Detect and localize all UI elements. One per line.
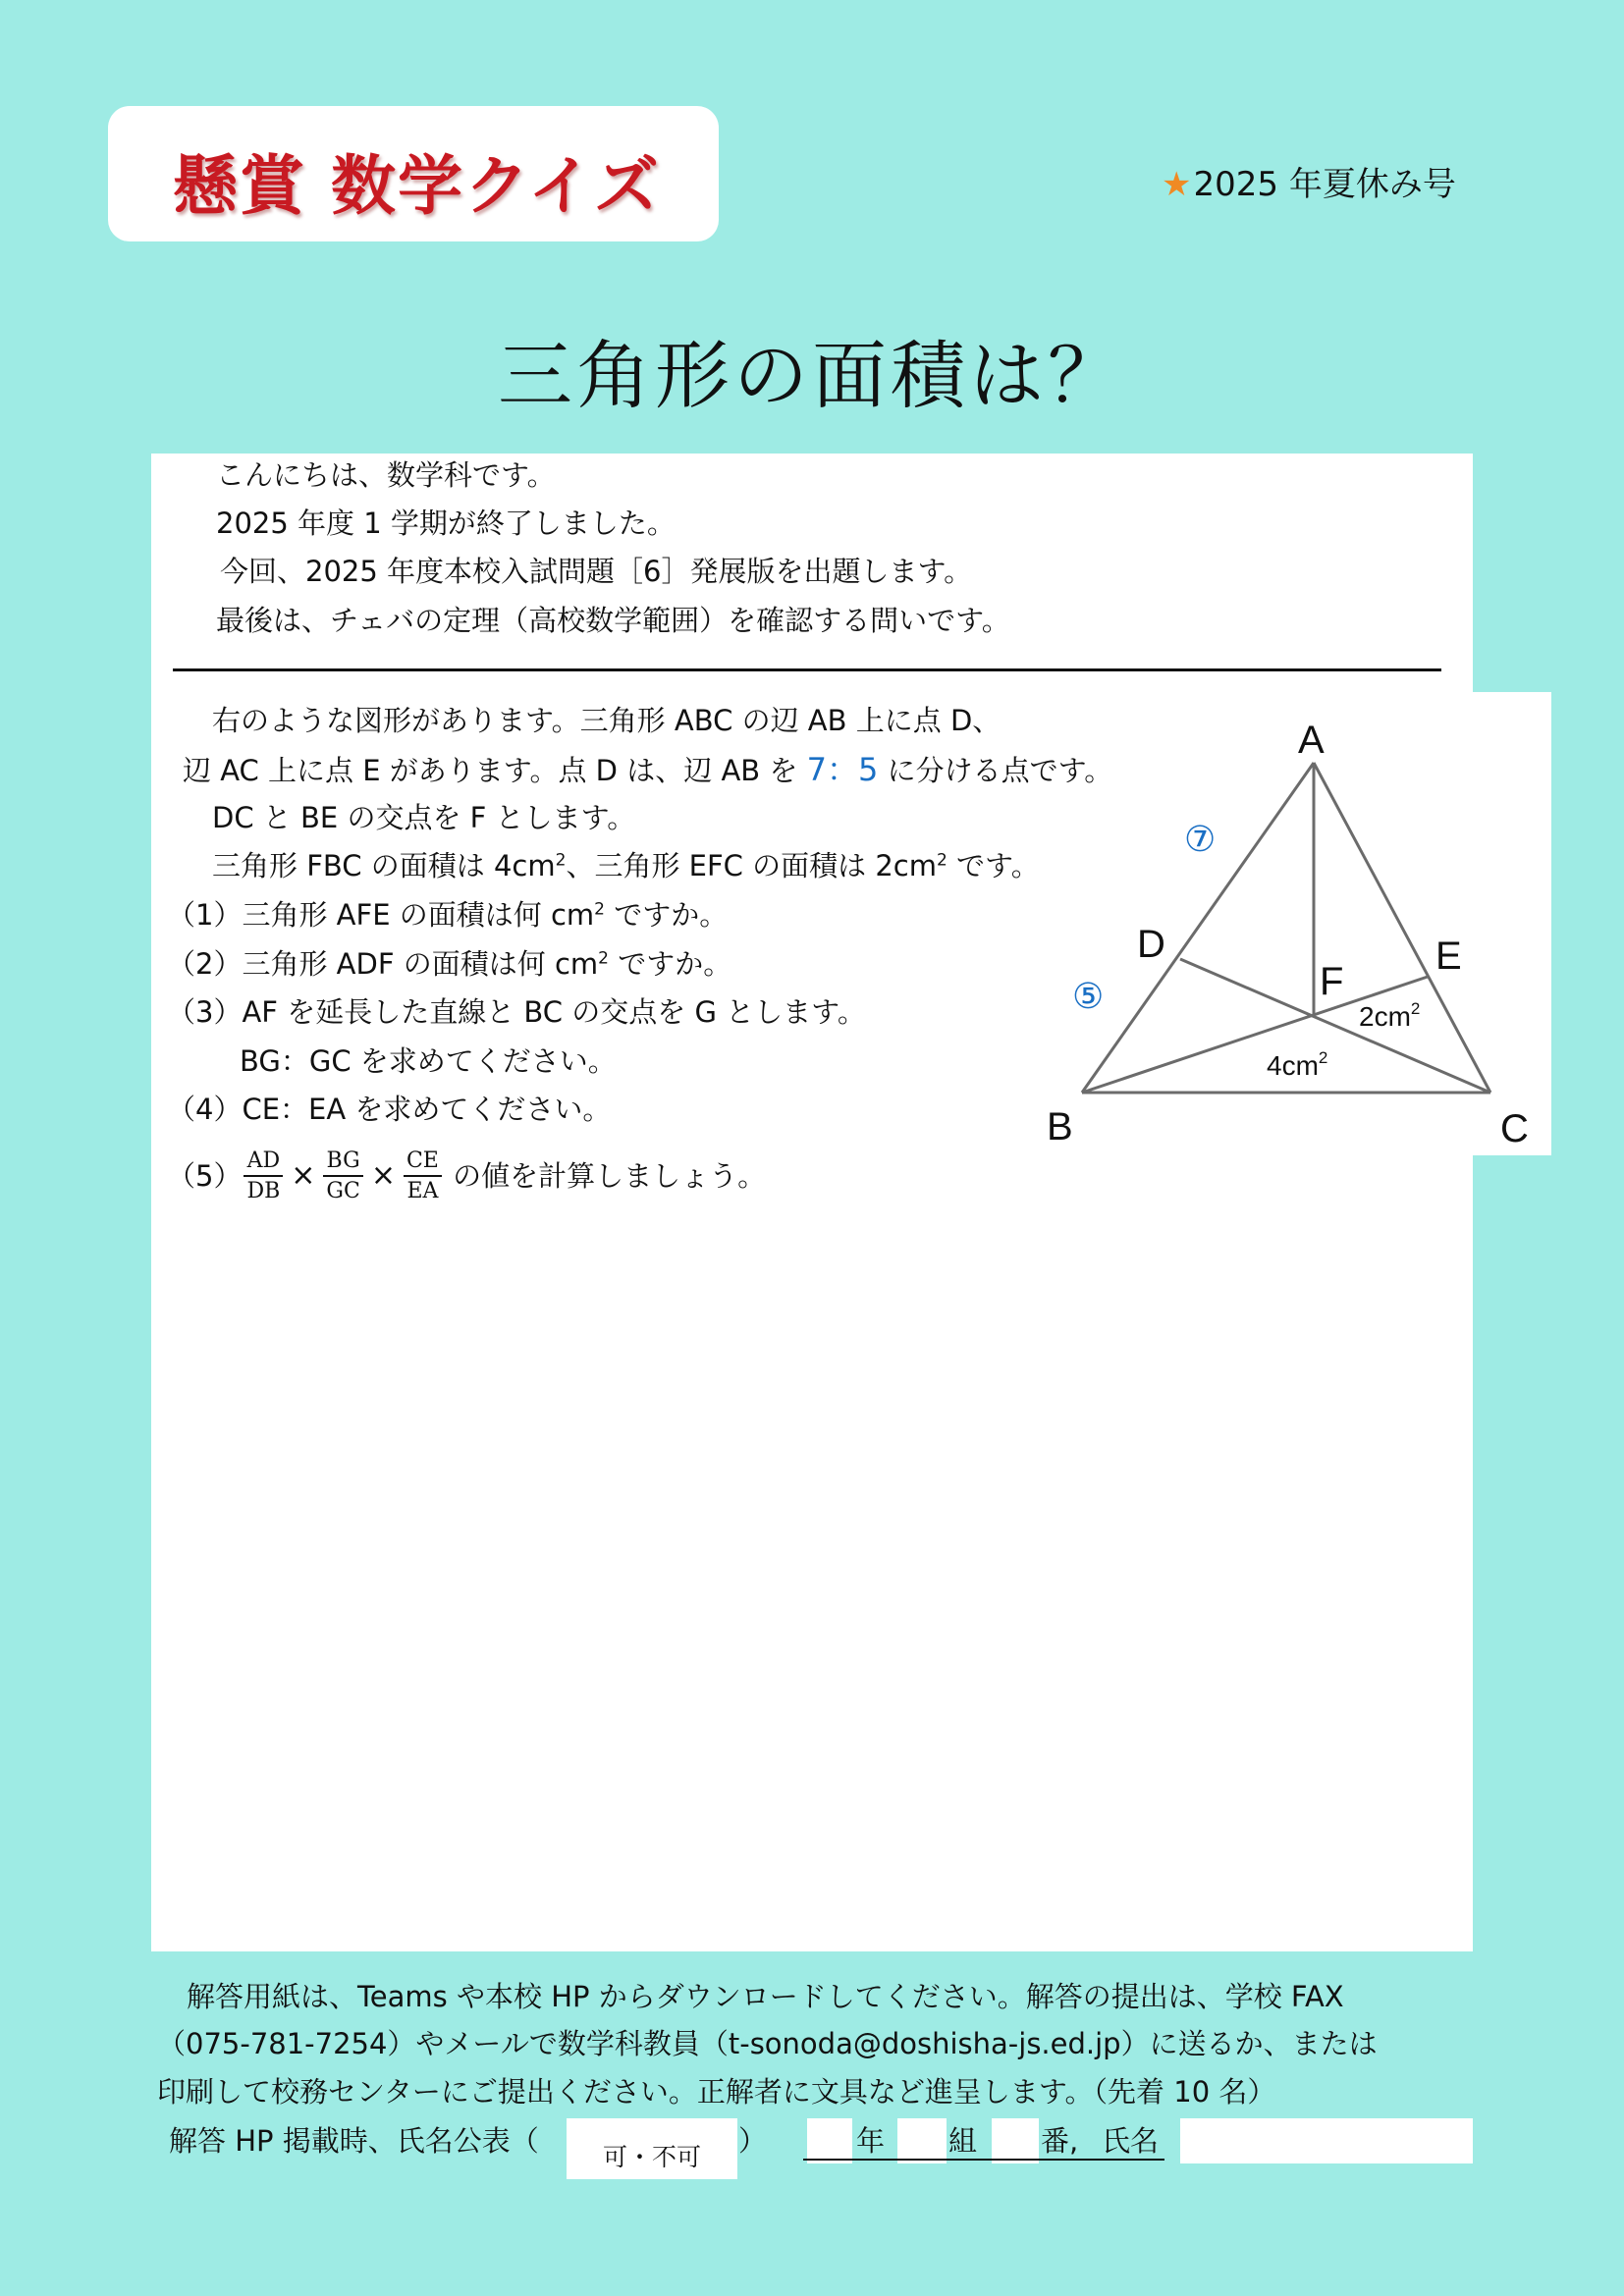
class-label: 組 [948, 2124, 978, 2158]
intro-line-4: 最後は、チェバの定理（高校数学範囲）を確認する問いです。 [216, 604, 1010, 637]
name-label: 氏名 [1102, 2124, 1160, 2158]
number-label: 番, [1041, 2124, 1079, 2158]
frac-den: DB [246, 1179, 281, 1204]
frac-num: BG [323, 1148, 362, 1177]
footer-line-2: （075-781-7254）やメールで数学科教員（t-sonoda@doshisha-js.ed.jp）に送るか、または [157, 2027, 1378, 2060]
side-ac [1314, 763, 1490, 1093]
frac-den: EA [406, 1179, 439, 1204]
q1-post: ですか。 [604, 898, 729, 932]
problem-line-3: DC と BE の交点を F とします。 [212, 801, 636, 834]
divider [173, 668, 1441, 671]
segment-ratio-db: ⑤ [1072, 977, 1105, 1017]
area-efc-base: 2cm [1359, 1001, 1411, 1032]
line4-pre: 三角形 FBC の面積は 4cm [212, 849, 556, 882]
page-title: 三角形の面積は？ [498, 332, 1126, 419]
class-field[interactable] [897, 2118, 947, 2163]
number-field[interactable] [992, 2118, 1039, 2163]
sup-2: 2 [937, 850, 947, 871]
question-1 [167, 898, 729, 932]
area-fbc-sup: 2 [1318, 1048, 1328, 1067]
label-f: F [1320, 960, 1344, 1003]
side-ab [1082, 763, 1314, 1093]
problem-line-4 [212, 849, 1040, 882]
consent-prefix: 解答 HP 掲載時、氏名公表（ [169, 2124, 539, 2158]
label-d: D [1137, 923, 1165, 966]
question-2 [167, 947, 732, 981]
intro-line-1: こんにちは、数学科です。 [216, 458, 556, 492]
label-c: C [1500, 1107, 1529, 1150]
intro-line-2: 2025 年度 1 学期が終了しました。 [216, 507, 676, 540]
problem-line-1: 右のような図形があります。三角形 ABC の辺 AB 上に点 D、 [212, 704, 1001, 737]
sup-2: 2 [594, 899, 605, 920]
question-5 [167, 1148, 766, 1204]
q2-post: ですか。 [608, 947, 732, 981]
question-3b: BG：GC を求めてください。 [240, 1044, 617, 1078]
fraction-ce-ea [404, 1148, 442, 1204]
area-fbc-label [1267, 1048, 1327, 1081]
consent-suffix: ） [738, 2124, 768, 2158]
question-3: （3）AF を延長した直線と BC の交点を G とします。 [167, 995, 866, 1029]
consent-options[interactable]: 可・不可 [602, 2143, 701, 2171]
q2-pre: （2）三角形 ADF の面積は何 cm [167, 947, 599, 981]
sup-2: 2 [598, 948, 609, 969]
problem-line-2 [183, 751, 1113, 788]
times-sign: × [291, 1158, 316, 1194]
area-fbc-base: 4cm [1267, 1050, 1319, 1081]
triangle-figure [1031, 692, 1551, 1155]
segment-be [1082, 977, 1428, 1093]
question-4: （4）CE：EA を求めてください。 [167, 1093, 612, 1126]
issue-label [1162, 157, 1456, 205]
year-field[interactable] [807, 2118, 852, 2163]
star-icon: ★ [1162, 165, 1192, 204]
frac-num: CE [404, 1148, 442, 1177]
year-label: 年 [856, 2124, 886, 2158]
line4-post: です。 [947, 849, 1040, 882]
problem-line-2-pre: 辺 AC 上に点 E があります。点 D は、辺 AB を [183, 754, 807, 787]
frac-den: GC [326, 1179, 360, 1204]
footer-line-3: 印刷して校務センターにご提出ください。正解者に文具など進呈します。（先着 10 名） [157, 2075, 1276, 2109]
name-field[interactable] [1180, 2118, 1473, 2163]
times-sign: × [370, 1158, 396, 1194]
problem-line-2-post: に分ける点です。 [878, 754, 1113, 787]
q5-label: （5） [167, 1158, 243, 1193]
frac-num: AD [244, 1148, 283, 1177]
area-efc-sup: 2 [1410, 999, 1421, 1018]
line4-mid: 、三角形 EFC の面積は 2cm [566, 849, 938, 882]
footer-line-1: 解答用紙は、Teams や本校 HP からダウンロードしてください。解答の提出は、学校 FAX [187, 1980, 1344, 2013]
brand-title: 懸賞 数学クイズ [173, 148, 662, 224]
label-e: E [1435, 934, 1462, 978]
segment-ratio-ad: ⑦ [1184, 820, 1217, 860]
ratio-text: 7：5 [806, 751, 879, 788]
fraction-ad-db [244, 1148, 283, 1204]
label-a: A [1298, 719, 1325, 762]
area-efc-label [1359, 999, 1420, 1032]
q5-post: の値を計算しましょう。 [443, 1158, 767, 1193]
intro-line-3: 今回、2025 年度本校入試問題［6］発展版を出題します。 [220, 555, 973, 588]
issue-text: 2025 年夏休み号 [1193, 165, 1456, 204]
sup-2: 2 [555, 850, 567, 871]
q1-pre: （1）三角形 AFE の面積は何 cm [167, 898, 595, 932]
fraction-bg-gc [323, 1148, 362, 1204]
signature-underline [803, 2159, 1164, 2161]
label-b: B [1047, 1105, 1073, 1148]
